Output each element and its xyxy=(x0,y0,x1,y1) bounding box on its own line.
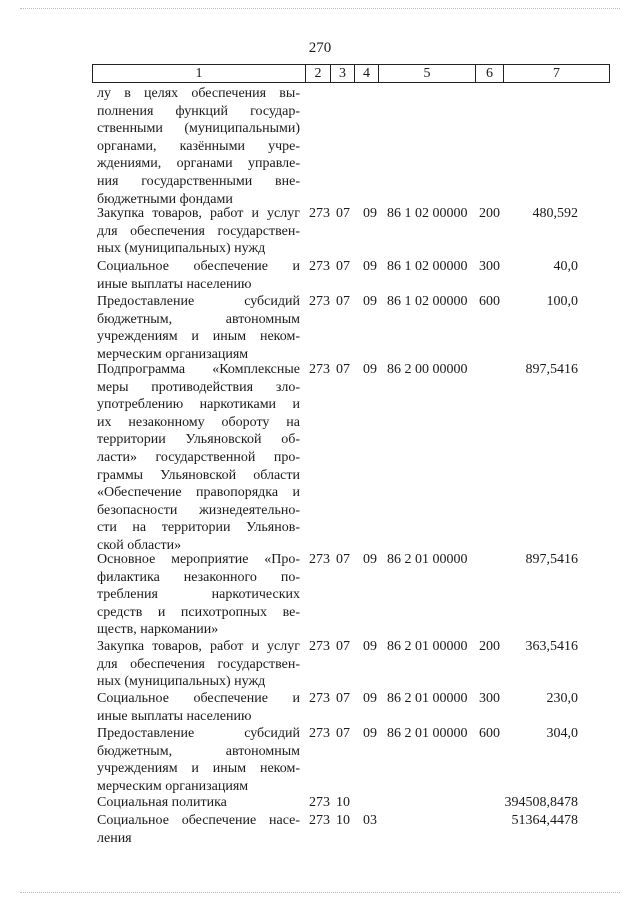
cell-vr: 200 xyxy=(479,639,500,654)
cell-kvsr: 273 xyxy=(309,813,330,828)
cell-kvsr: 273 xyxy=(309,726,330,741)
description-line: учреждениям и иным неком- xyxy=(97,329,300,345)
bottom-edge xyxy=(20,892,620,893)
cell-pr: 09 xyxy=(363,206,377,221)
cell-rz: 10 xyxy=(336,813,350,828)
description-line: Основное мероприятие «Про- xyxy=(97,552,300,567)
header-col-2: 2 xyxy=(306,65,331,82)
cell-kvsr: 273 xyxy=(309,639,330,654)
cell-rz: 07 xyxy=(336,294,350,309)
row-description xyxy=(97,812,300,847)
cell-sum: 51364,4478 xyxy=(511,813,578,828)
description-line: ской области» xyxy=(97,537,182,553)
cell-csr: 86 2 01 00000 xyxy=(387,552,468,567)
description-line: органами, казёнными учре- xyxy=(97,138,300,154)
description-line: сти на территории Ульянов- xyxy=(97,520,300,536)
row-description xyxy=(97,293,300,363)
description-line: Социальное обеспечение и xyxy=(97,259,300,274)
header-col-1: 1 xyxy=(93,65,306,82)
header-col-4: 4 xyxy=(355,65,379,82)
cell-pr: 09 xyxy=(363,552,377,567)
header-col-6: 6 xyxy=(476,65,504,82)
description-line: употреблению наркотиками и xyxy=(97,397,300,413)
page-number: 270 xyxy=(308,40,332,56)
cell-kvsr: 273 xyxy=(309,795,330,810)
description-line: иные выплаты населению xyxy=(97,276,252,292)
cell-csr: 86 1 02 00000 xyxy=(387,294,468,309)
row-description xyxy=(97,794,300,812)
cell-pr: 09 xyxy=(363,726,377,741)
description-line: средств и психотропных ве- xyxy=(97,604,300,620)
cell-sum: 304,0 xyxy=(546,726,578,741)
cell-pr: 03 xyxy=(363,813,377,828)
description-line: территории Ульяновской об- xyxy=(97,432,300,448)
description-line: учреждениям и иным неком- xyxy=(97,761,300,777)
description-line: ществ, наркомании» xyxy=(97,622,219,638)
description-line: Подпрограмма «Комплексные xyxy=(97,362,300,377)
description-line: ления xyxy=(97,830,132,846)
header-col-5: 5 xyxy=(379,65,476,82)
row-description xyxy=(97,85,300,208)
description-line: граммы Ульяновской области xyxy=(97,467,300,483)
cell-vr: 300 xyxy=(479,259,500,274)
cell-rz: 07 xyxy=(336,726,350,741)
description-line: «Обеспечение правопорядка и xyxy=(97,485,300,501)
description-line: Предоставление субсидий xyxy=(97,726,300,741)
cell-rz: 07 xyxy=(336,639,350,654)
cell-vr: 300 xyxy=(479,691,500,706)
description-line: мерческим организациям xyxy=(97,778,249,794)
cell-vr: 600 xyxy=(479,294,500,309)
cell-sum: 40,0 xyxy=(553,259,578,274)
cell-rz: 07 xyxy=(336,206,350,221)
description-line: меры противодействия зло- xyxy=(97,379,300,395)
cell-csr: 86 2 00 00000 xyxy=(387,362,468,377)
description-line: ных (муниципальных) нужд xyxy=(97,241,266,257)
cell-kvsr: 273 xyxy=(309,362,330,377)
cell-sum: 363,5416 xyxy=(525,639,578,654)
description-line: лу в целях обеспечения вы- xyxy=(97,86,300,101)
cell-pr: 09 xyxy=(363,691,377,706)
row-description xyxy=(97,551,300,639)
description-line: Закупка товаров, работ и услуг xyxy=(97,639,300,654)
description-line: ственными (муниципальными) xyxy=(97,121,300,137)
cell-rz: 10 xyxy=(336,795,350,810)
cell-sum: 230,0 xyxy=(546,691,578,706)
row-description xyxy=(97,638,300,691)
description-line: их незаконному обороту на xyxy=(97,414,300,430)
description-line: иные выплаты населению xyxy=(97,708,252,724)
description-line: бюджетным, автономным xyxy=(97,743,300,759)
cell-pr: 09 xyxy=(363,294,377,309)
cell-csr: 86 1 02 00000 xyxy=(387,259,468,274)
description-line: филактика незаконного по- xyxy=(97,569,300,585)
cell-csr: 86 2 01 00000 xyxy=(387,639,468,654)
cell-csr: 86 1 02 00000 xyxy=(387,206,468,221)
row-description xyxy=(97,690,300,725)
description-line: Социальное обеспечение и xyxy=(97,691,300,706)
cell-sum: 100,0 xyxy=(546,294,578,309)
description-line: Социальное обеспечение насе- xyxy=(97,813,300,828)
description-line: ния государственными вне- xyxy=(97,173,300,189)
header-col-7: 7 xyxy=(553,66,560,81)
cell-kvsr: 273 xyxy=(309,552,330,567)
description-line: ждениями, органами управле- xyxy=(97,156,300,172)
top-edge xyxy=(20,8,620,9)
row-description xyxy=(97,725,300,795)
row-description xyxy=(97,205,300,258)
description-line: ных (муниципальных) нужд xyxy=(97,674,266,690)
description-line: для обеспечения государствен- xyxy=(97,656,300,672)
row-description xyxy=(97,258,300,293)
cell-csr: 86 2 01 00000 xyxy=(387,691,468,706)
cell-kvsr: 273 xyxy=(309,206,330,221)
cell-rz: 07 xyxy=(336,552,350,567)
description-line: Социальная политика xyxy=(97,795,227,810)
cell-pr: 09 xyxy=(363,259,377,274)
row-description xyxy=(97,361,300,555)
description-line: для обеспечения государствен- xyxy=(97,223,300,239)
description-line: Закупка товаров, работ и услуг xyxy=(97,206,300,221)
cell-kvsr: 273 xyxy=(309,691,330,706)
cell-kvsr: 273 xyxy=(309,259,330,274)
cell-vr: 600 xyxy=(479,726,500,741)
description-line: бюджетными фондами xyxy=(97,191,233,207)
description-line: ласти» государственной про- xyxy=(97,449,300,465)
cell-sum: 897,5416 xyxy=(525,362,578,377)
description-line: требления наркотических xyxy=(97,587,300,603)
cell-kvsr: 273 xyxy=(309,294,330,309)
cell-sum: 480,592 xyxy=(532,206,578,221)
description-line: полнения функций государ- xyxy=(97,103,300,119)
description-line: бюджетным, автономным xyxy=(97,311,300,327)
cell-csr: 86 2 01 00000 xyxy=(387,726,468,741)
table-header xyxy=(92,64,610,83)
cell-vr: 200 xyxy=(479,206,500,221)
header-col-3: 3 xyxy=(331,65,355,82)
description-line: безопасности жизнедеятельно- xyxy=(97,502,300,518)
cell-sum: 897,5416 xyxy=(525,552,578,567)
cell-pr: 09 xyxy=(363,362,377,377)
cell-rz: 07 xyxy=(336,259,350,274)
cell-sum: 394508,8478 xyxy=(504,795,578,810)
cell-rz: 07 xyxy=(336,362,350,377)
cell-pr: 09 xyxy=(363,639,377,654)
description-line: мерческим организациям xyxy=(97,346,249,362)
description-line: Предоставление субсидий xyxy=(97,294,300,309)
cell-rz: 07 xyxy=(336,691,350,706)
